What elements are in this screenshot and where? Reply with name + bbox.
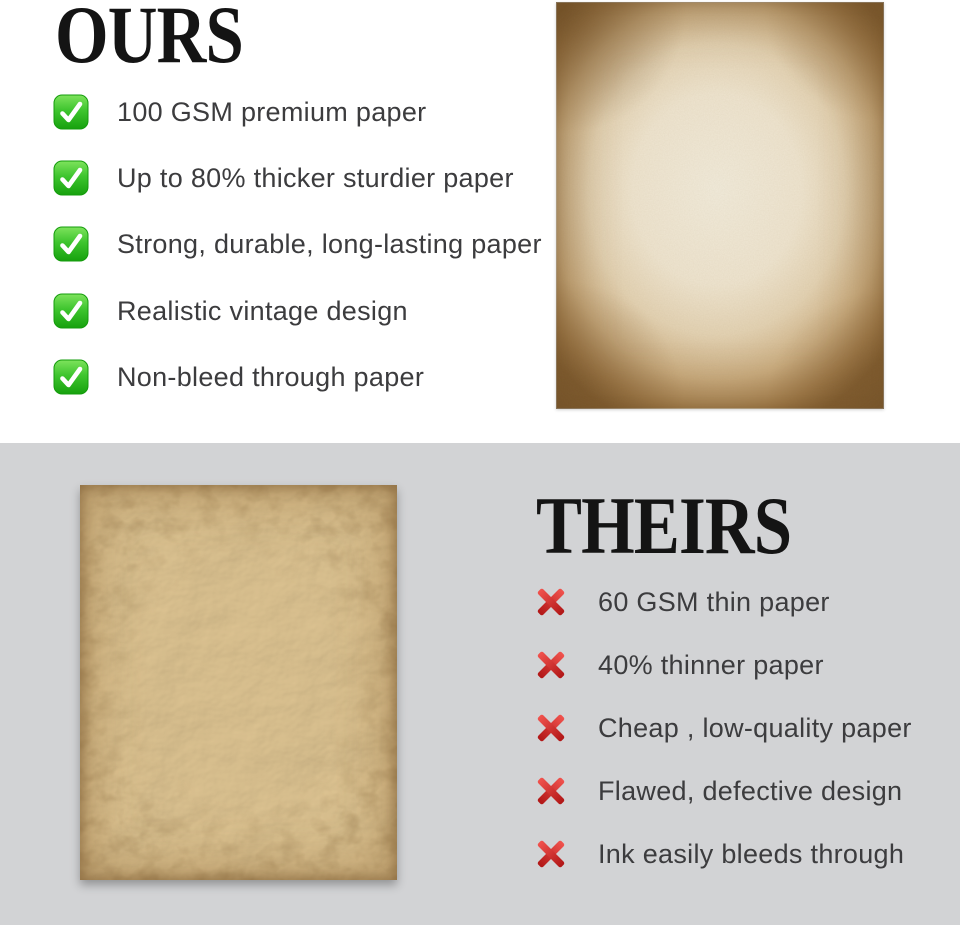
ours-item-label: Realistic vintage design (117, 295, 408, 326)
theirs-item-row (536, 839, 904, 869)
ours-item-row (53, 359, 424, 395)
theirs-item-row (536, 650, 824, 680)
paper-grain-texture (557, 3, 883, 408)
cross-icon (536, 776, 566, 806)
cross-icon (536, 839, 566, 869)
check-icon (53, 94, 89, 130)
ours-item-label: 100 GSM premium paper (117, 96, 427, 127)
ours-title: OURS (55, 0, 244, 80)
theirs-item-row (536, 587, 830, 617)
ours-item-label: Strong, durable, long-lasting paper (117, 228, 542, 259)
theirs-item-row (536, 713, 912, 743)
cross-icon (536, 713, 566, 743)
ours-item-row (53, 160, 514, 196)
theirs-item-label: Ink easily bleeds through (598, 838, 905, 869)
theirs-item-label: 40% thinner paper (598, 649, 824, 680)
check-icon (53, 359, 89, 395)
theirs-item-row (536, 776, 902, 806)
check-icon (53, 293, 89, 329)
crumpled-vintage-paper-image (80, 485, 397, 880)
ours-item-row (53, 94, 426, 130)
theirs-item-label: Cheap , low-quality paper (598, 712, 912, 743)
smooth-vintage-paper-image (556, 2, 884, 409)
ours-item-label: Up to 80% thicker sturdier paper (117, 162, 514, 193)
theirs-item-label: 60 GSM thin paper (598, 586, 830, 617)
ours-item-row (53, 226, 542, 262)
ours-item-row (53, 293, 408, 329)
ours-item-label: Non-bleed through paper (117, 361, 425, 392)
cross-icon (536, 650, 566, 680)
check-icon (53, 160, 89, 196)
theirs-title: THEIRS (536, 480, 792, 571)
cross-icon (536, 587, 566, 617)
check-icon (53, 226, 89, 262)
theirs-item-label: Flawed, defective design (598, 775, 903, 806)
edge-stain-texture (80, 485, 397, 880)
